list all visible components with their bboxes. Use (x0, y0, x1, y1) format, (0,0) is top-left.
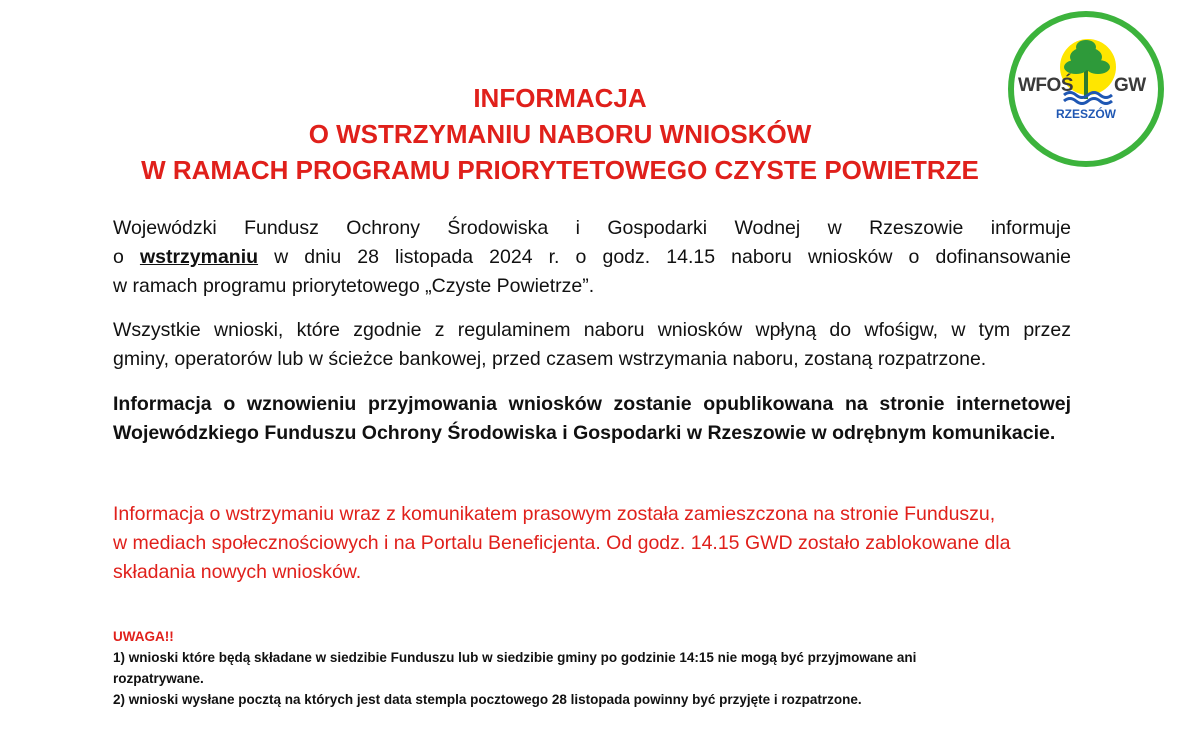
paragraph-line: gminy, operatorów lub w ścieżce bankowej, przed czasem wstrzymania naboru, zostaną rozpatrzone. (113, 348, 987, 370)
paragraph-resumption (113, 390, 1071, 448)
warning-item-1: 1) wnioski które będą składane w siedzibie Funduszu lub w siedzibie gminy po godzinie 14:15 nie mogą być przyjmowane ani (113, 650, 917, 665)
title-line-3: W RAMACH PROGRAMU PRIORYTETOWEGO CZYSTE POWIETRZE (141, 155, 979, 185)
title-line-2: O WSTRZYMANIU NABORU WNIOSKÓW (308, 119, 812, 149)
paragraph-announcement (113, 214, 1071, 301)
text-fragment: o (113, 246, 140, 268)
warning-title: UWAGA!! (113, 629, 174, 644)
logo-text-right: GW (1114, 75, 1146, 96)
paragraph-applications (113, 316, 1071, 374)
warning-item-1-cont: rozpatrywane. (113, 671, 204, 686)
paragraph-line: Informacja o wstrzymaniu wraz z komunikatem prasowym została zamieszczona na stronie Funduszu, (113, 503, 996, 525)
title-line-1: INFORMACJA (473, 83, 647, 113)
logo-city: RZESZÓW (1056, 107, 1116, 121)
logo-text-left: WFOŚ (1018, 75, 1073, 96)
paragraph-line: w ramach programu priorytetowego „Czyste Powietrze”. (113, 275, 595, 297)
paragraph-line: Informacja o wznowieniu przyjmowania wniosków zostanie opublikowana na stronie internetowej (113, 393, 1071, 415)
document-title (100, 80, 1020, 188)
emphasis-suspension: wstrzymaniu (139, 246, 259, 268)
wfosigw-logo (1006, 9, 1166, 169)
paragraph-line: Wojewódzkiego Funduszu Ochrony Środowiska i Gospodarki w Rzeszowie w odrębnym komunikacie. (113, 422, 1056, 444)
text-fragment: w dniu 28 listopada 2024 r. o godz. 14.15 naboru wniosków o dofinansowanie (258, 246, 1071, 268)
paragraph-line: składania nowych wniosków. (113, 561, 362, 583)
paragraph-line (113, 243, 1071, 272)
warning-note (113, 626, 1073, 710)
paragraph-press-info (113, 500, 1071, 587)
paragraph-line: Wojewódzki Fundusz Ochrony Środowiska i Gospodarki Wodnej w Rzeszowie informuje (113, 217, 1071, 239)
paragraph-line: Wszystkie wnioski, które zgodnie z regulaminem naboru wniosków wpłyną do wfośigw, w tym przez (113, 319, 1071, 341)
paragraph-line: w mediach społecznościowych i na Portalu Beneficjenta. Od godz. 14.15 GWD zostało zablokowane dla (113, 532, 1011, 554)
warning-item-2: 2) wnioski wysłane pocztą na których jest data stempla pocztowego 28 listopada powinny być przyjęte i rozpatrzone. (113, 692, 862, 707)
